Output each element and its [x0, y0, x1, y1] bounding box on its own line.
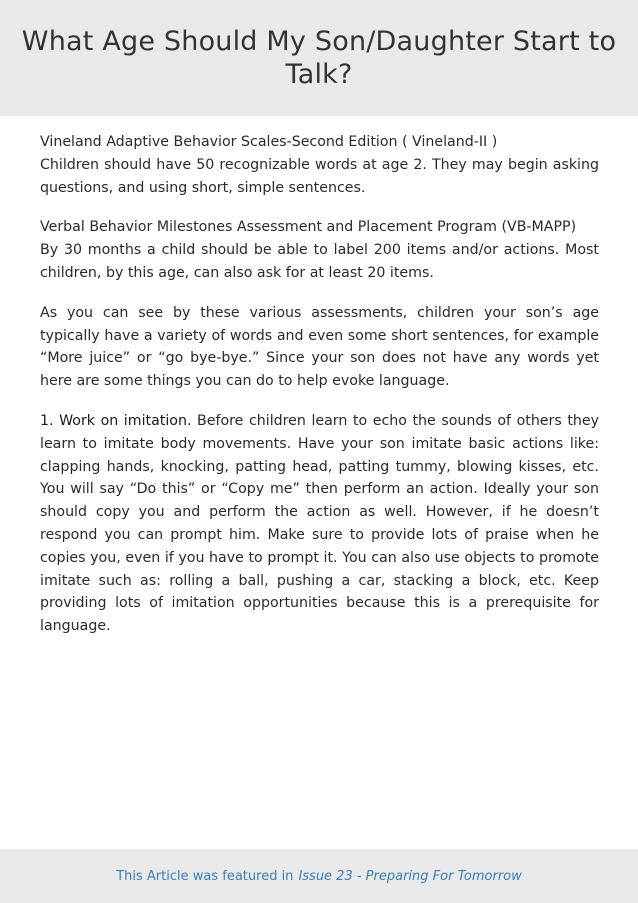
issue-link[interactable]: Issue 23 - Preparing For Tomorrow	[298, 868, 522, 884]
tip-text: Before children learn to echo the sounds of others they learn to imitate body movements. Have your son imitate basic actions like: clapping hands, knocking, patting head, patting tummy, blowing kisses, etc. You will say “Do this” or “Copy me” then perform an action. Ideally your son should copy you and perform the action as well. However, if he doesn’t respond you can prompt him. Make sure to provide lots of praise when he copies you, even if you have to prompt it. You can also use objects to promote imitate such as: rolling a ball, pushing a car, stacking a block, etc. Keep providing lots of imitation opportunities because this is a prerequisite for language.	[40, 412, 599, 635]
vineland-source: Vineland Adaptive Behavior Scales-Second Edition ( Vineland-II )	[40, 134, 498, 150]
page-title: What Age Should My Son/Daughter Start to Talk?	[21, 26, 617, 90]
page-header	[0, 0, 638, 116]
vineland-text: Children should have 50 recognizable words at age 2. They may begin asking questions, and using short, simple sentences.	[40, 156, 599, 196]
vineland-paragraph	[40, 131, 599, 199]
article-body	[40, 131, 599, 655]
vbmapp-source: Verbal Behavior Milestones Assessment and Placement Program (VB-MAPP)	[40, 219, 577, 236]
vbmapp-paragraph	[40, 216, 599, 284]
footer-prefix: This Article was featured in	[116, 868, 294, 884]
assessment-summary: As you can see by these various assessments, children your son’s age typically have a variety of words and even some short sentences, for example “More juice” or “go bye-bye.” Since your son does not have any words yet here are some things you can do to help evoke language.	[40, 304, 599, 390]
page-footer	[0, 849, 638, 903]
tip-heading: 1. Work on imitation.	[40, 412, 192, 429]
vbmapp-text: By 30 months a child should be able to label 200 items and/or actions. Most children, by this age, can also ask for at least 20 items.	[40, 242, 599, 281]
imitation-tip	[40, 410, 599, 638]
